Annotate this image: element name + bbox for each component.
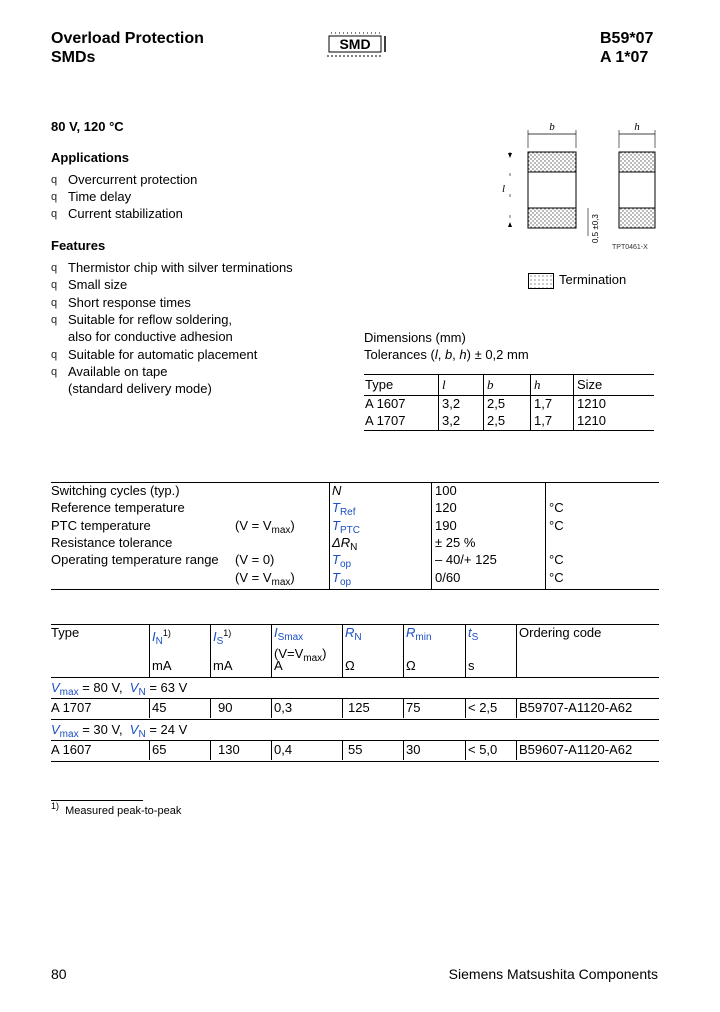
dim-table-col-rule [438,374,439,430]
features-item: Short response times [68,294,191,310]
main-col-rule [149,698,150,718]
main-header-6: $t_S$ [468,625,479,643]
features-bullet: q [51,313,58,326]
param-symbol: $T_{op}$ [332,552,352,571]
main-unit: A [274,658,283,673]
main-header-5: $R_{min}$ [406,625,432,643]
features-bullet: q [51,262,58,274]
param-unit: °C [549,500,564,516]
param-col-rule [545,482,546,589]
applications-bullet: q [51,191,58,203]
main-cell: 0,3 [274,700,293,715]
smd-logo-text: SMD [339,36,371,52]
param-condition: $(V = V_{max})$ [235,517,295,536]
dim-header-3: h [534,377,541,392]
title-line-2: SMDs [51,49,96,66]
main-cell: 65 [152,742,167,757]
param-symbol: N [332,483,342,498]
main-col-rule [342,698,343,718]
part-code-line-2: A 1*07 [600,49,649,66]
features-item: Small size [68,277,128,293]
company-name: Siemens Matsushita Components [448,966,658,982]
dim-cell: 3,2 [442,396,461,411]
main-cell: 45 [152,700,167,715]
main-cell: 30 [406,742,421,757]
param-value: 100 [435,483,457,498]
main-col-rule [149,624,150,677]
dim-cell: 1,7 [534,396,553,411]
param-label: Resistance tolerance [51,534,173,550]
main-col-rule [465,740,466,760]
applications-item: Current stabilization [68,206,183,221]
features-item: Suitable for reflow soldering, [68,311,233,327]
features-item: also for conductive adhesion [68,329,233,345]
main-unit: s [468,658,475,673]
main-cell: 0,4 [274,742,293,757]
main-header-4: $R_N$ [345,625,362,643]
param-value: – 40/+ 125 [435,552,497,568]
main-col-rule [516,698,517,718]
drawing-code: TPT0461-X [612,244,648,251]
param-symbol: $\Delta R_N$ [332,534,358,553]
param-value: 190 [435,517,457,533]
dim-table-header-rule [364,395,654,396]
param-label: Reference temperature [51,500,185,516]
main-col-rule [516,740,517,760]
main-row-rule [51,761,659,762]
applications-heading: Applications [51,150,130,165]
dim-table-col-rule [573,374,574,430]
main-col-rule [465,624,466,677]
tolerances-line: Tolerances (l, b, h) ± 0,2 mm [364,347,529,362]
param-unit: °C [549,569,564,585]
param-value: ± 25 % [435,534,476,550]
dim-header-4: Size [577,377,603,392]
main-cell: < 5,0 [468,742,498,757]
main-unit: Ω [406,658,416,673]
main-header-7: Ordering code [519,625,602,640]
main-cell: A 1607 [51,742,92,757]
main-header-0: Type [51,625,80,640]
features-bullet: q [51,296,58,309]
param-label: Operating temperature range [51,552,219,568]
main-group-rule [51,698,659,699]
part-code-line-1: B59*07 [600,30,654,47]
dim-cell: A 1707 [365,413,406,428]
param-value: 120 [435,500,457,516]
main-col-rule [403,740,404,760]
termination-legend-swatch [528,273,554,289]
dim-cell: 2,5 [487,396,506,411]
features-item: Thermistor chip with silver terminations [68,260,293,275]
main-group-condition: $V_{max} = 30$ V, $V_N = 24$ V [51,722,188,740]
param-symbol: $T_{op}$ [332,569,352,588]
chip-drawing [490,118,680,258]
dim-b-label: b [549,121,555,133]
param-col-rule [329,482,330,589]
main-cell: A 1707 [51,700,92,715]
main-header-rule [51,677,659,678]
title-line-1: Overload Protection [51,30,204,47]
main-header-2: $I_S^{1)}$ [213,628,232,647]
main-cell: 125 [348,700,370,715]
param-bottom-rule [51,589,659,590]
features-bullet: q [51,279,58,292]
dim-cell: 1,7 [534,413,553,428]
dimensions-title: Dimensions (mm) [364,330,466,345]
dim-header-0: Type [365,377,394,392]
dim-cell: 1210 [577,413,606,428]
main-col-rule [403,698,404,718]
dim-cell: 3,2 [442,413,461,428]
main-cell: 75 [406,700,421,715]
features-heading: Features [51,238,106,253]
smd-logo [325,30,385,60]
dim-header-1: l [442,377,446,392]
applications-item: Overcurrent protection [68,172,198,187]
svg-text:h: h [634,121,640,133]
main-header-3: $I_{Smax}$ $(V=V_{max})$ [274,625,327,664]
main-group-condition: $V_{max} = 80$ V, $V_N = 63$ V [51,680,188,698]
main-group-rule [51,740,659,741]
dim-cell: 2,5 [487,413,506,428]
main-col-rule [342,624,343,677]
main-cell: 90 [218,700,233,715]
features-bullet: q [51,348,58,361]
main-col-rule [271,698,272,718]
rating-text: 80 V, 120 °C [51,119,124,134]
main-col-rule [516,624,517,677]
main-unit: mA [213,658,233,673]
applications-item: Time delay [68,189,132,204]
main-unit: mA [152,658,172,673]
dim-l-label: l [502,183,506,195]
dim-table-col-rule [530,374,531,430]
features-bullet: q [51,365,58,378]
dim-table-bottom-rule [364,430,654,431]
dim-cell: 1210 [577,396,606,411]
main-col-rule [465,698,466,718]
dim-gap-label: 0,5 ±0,3 [591,214,600,243]
termination-legend-label: Termination [559,272,627,287]
main-header-1: $I_N^{1)}$ [152,628,171,647]
param-symbol: $T_{PTC}$ [332,517,360,536]
main-col-rule [210,740,211,760]
main-col-rule [210,624,211,677]
dim-table-col-rule [483,374,484,430]
dim-cell: A 1607 [365,396,406,411]
main-col-rule [403,624,404,677]
main-col-rule [271,624,272,677]
main-cell: < 2,5 [468,700,498,715]
param-label: PTC temperature [51,517,151,533]
features-item: Suitable for automatic placement [68,346,258,362]
footnote: $^{1)}$ Measured peak-to-peak [51,801,182,817]
main-cell: B59607-A1120-A62 [519,742,633,757]
main-col-rule [342,740,343,760]
main-unit: Ω [345,658,355,673]
param-unit: °C [549,552,564,568]
main-col-rule [149,740,150,760]
main-row-rule [51,719,659,720]
applications-bullet: q [51,174,58,186]
param-unit: °C [549,517,564,533]
param-label: Switching cycles (typ.) [51,483,180,498]
main-col-rule [210,698,211,718]
dim-header-2: b [487,377,494,392]
page-number: 80 [51,966,67,982]
param-value: 0/60 [435,569,461,585]
features-item: Available on tape [68,363,168,379]
main-col-rule [271,740,272,760]
param-condition: $(V = V_{max})$ [235,569,295,588]
param-col-rule [431,482,432,589]
main-cell: 55 [348,742,363,757]
main-cell: 130 [218,742,240,757]
main-cell: B59707-A1120-A62 [519,700,633,715]
param-symbol: $T_{Ref}$ [332,500,356,519]
dim-table-top-rule [364,374,654,375]
applications-bullet: q [51,208,58,220]
param-condition: (V = 0) [235,552,275,568]
features-item: (standard delivery mode) [68,381,212,397]
